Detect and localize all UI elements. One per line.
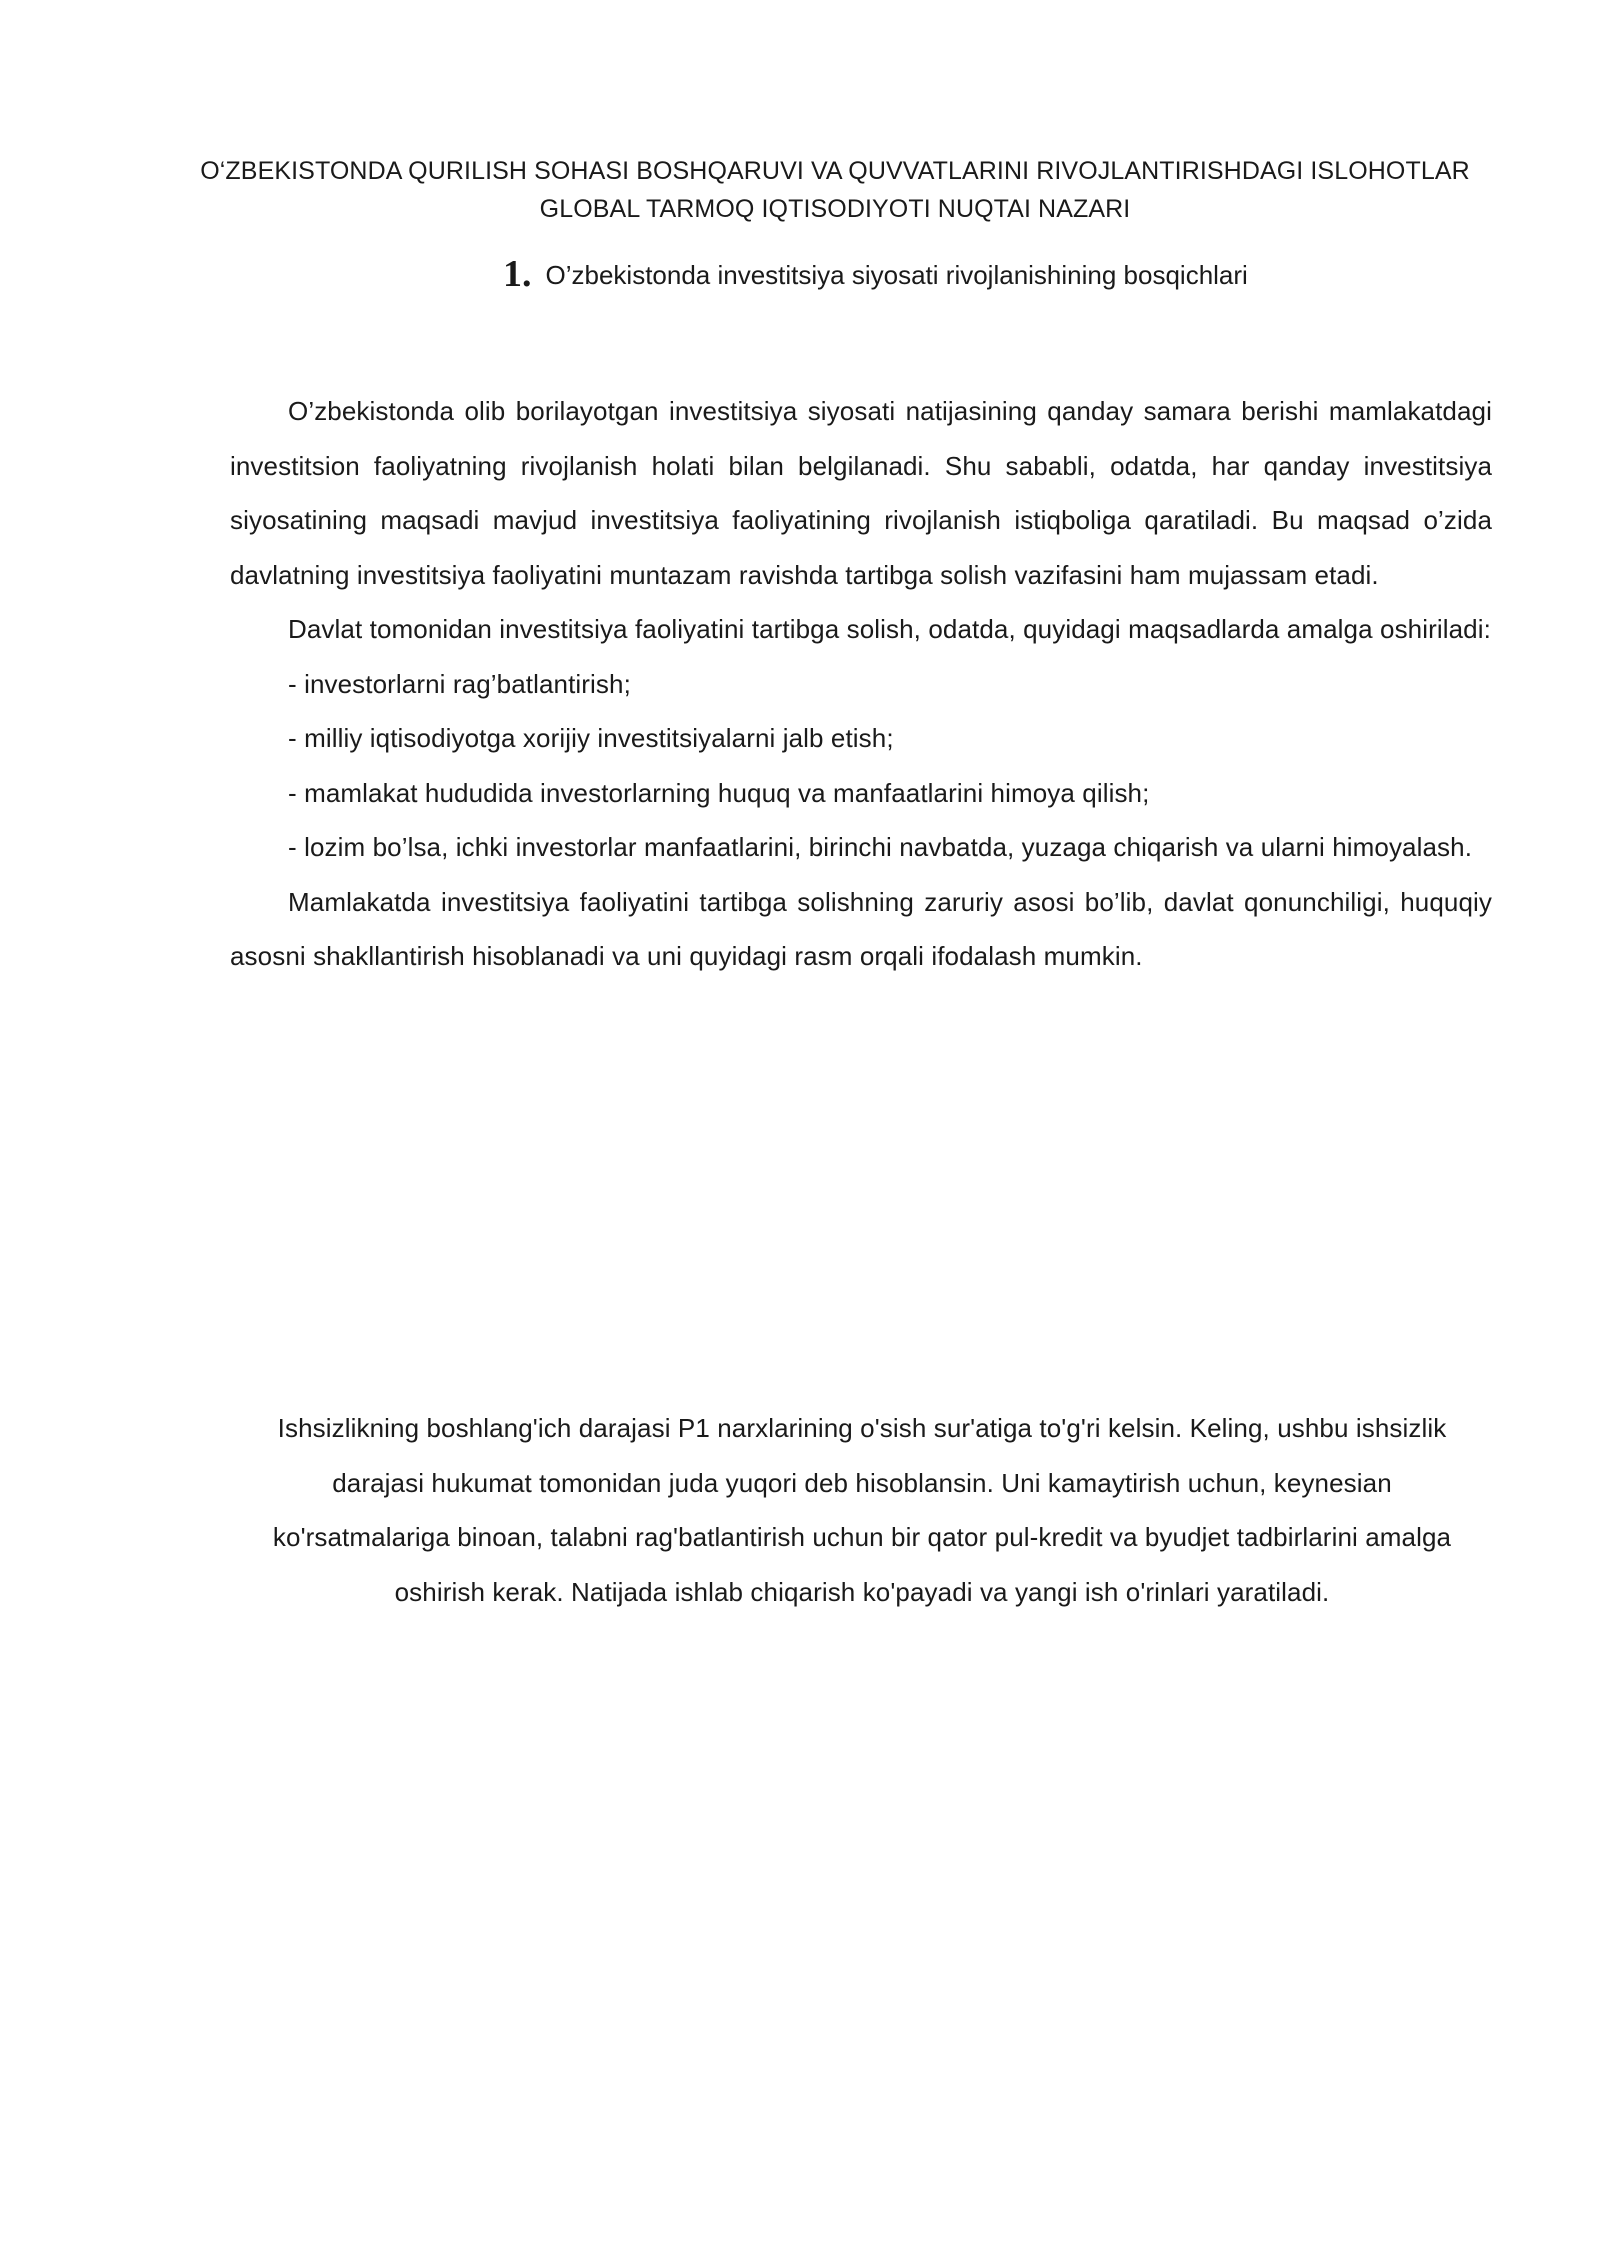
title-line-2: GLOBAL TARMOQ IQTISODIYOTI NUQTAI NAZARI <box>539 195 1131 223</box>
section-heading <box>503 254 1248 295</box>
body-text <box>230 384 1492 984</box>
title-line-1: O‘ZBEKISTONDA QURILISH SOHASI BOSHQARUVI VA QUVVATLARINI RIVOJLANTIRISHDAGI ISLOHOTLAR <box>200 157 1470 185</box>
bottom-line: darajasi hukumat tomonidan juda yuqori deb hisoblansin. Uni kamaytirish uchun, keynesian <box>332 1467 1392 1498</box>
section-number: 1. <box>503 253 532 295</box>
document-title <box>180 152 1490 228</box>
list-item: - investorlarni rag’batlantirish; <box>288 668 631 699</box>
list-item: - mamlakat hududida investorlarning huquq va manfaatlarini himoya qilish; <box>288 777 1150 808</box>
list-item: - milliy iqtisodiyotga xorijiy investitsiyalarni jalb etish; <box>288 723 894 753</box>
bottom-line: oshirish kerak. Natijada ishlab chiqarish ko'payadi va yangi ish o'rinlari yaratiladi. <box>394 1576 1330 1607</box>
bottom-line: ko'rsatmalariga binoan, talabni rag'batlantirish uchun bir qator pul-kredit va byudjet tadbirlarini amalga <box>272 1522 1452 1552</box>
section-heading-text: O’zbekistonda investitsiya siyosati rivojlanishining bosqichlari <box>545 260 1248 290</box>
bottom-line: Ishsizlikning boshlang'ich darajasi P1 narxlarining o'sish sur'atiga to'g'ri kelsin. Keling, ushbu ishsizlik <box>277 1413 1447 1443</box>
bottom-paragraph <box>232 1401 1492 1619</box>
paragraph-legal-basis: Mamlakatda investitsiya faoliyatini tartibga solishning zaruriy asosi bo’lib, davlat qonunchiligi, huquqiy asosni shakllantirish hisoblanadi va uni quyidagi rasm orqali ifodalash mumkin. <box>230 886 1492 971</box>
list-item: - lozim bo’lsa, ichki investorlar manfaatlarini, birinchi navbatda, yuzaga chiqarish va ularni himoyalash. <box>288 832 1473 862</box>
paragraph-intro: O’zbekistonda olib borilayotgan investitsiya siyosati natijasining qanday samara berishi mamlakatdagi investitsion faoliyatning rivojlanish holati bilan belgilanadi. Shu sababli, odatda, har qanday investitsiya siyosatining maqsadi mavjud investitsiya faoliyatining rivojlanish istiqboliga qaratiladi. Bu maqsad o’zida davlatning investitsiya faoliyatini muntazam ravishda tartibga solish vazifasini ham mujassam etadi. <box>230 396 1492 590</box>
paragraph-goals-intro: Davlat tomonidan investitsiya faoliyatini tartibga solish, odatda, quyidagi maqsadlarda amalga oshiriladi: <box>288 614 1491 644</box>
